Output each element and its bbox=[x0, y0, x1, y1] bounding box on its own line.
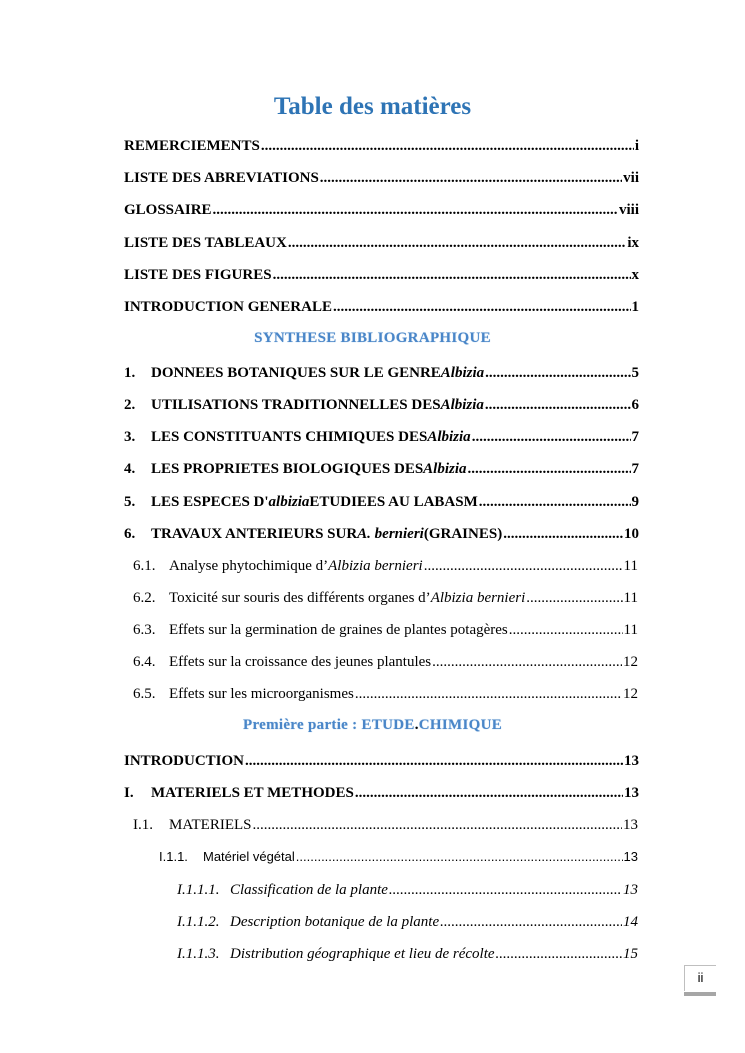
toc-entry-introduction-generale[interactable] bbox=[124, 298, 639, 316]
section-heading-synthese: SYNTHESE BIBLIOGRAPHIQUE bbox=[254, 330, 491, 346]
toc-number: 6.1. bbox=[133, 558, 156, 574]
toc-number: I.1.1.2. bbox=[177, 914, 220, 930]
toc-entry-i-1-1[interactable] bbox=[159, 848, 638, 866]
toc-number: I.1. bbox=[133, 817, 153, 833]
toc-entry-biblio-5[interactable] bbox=[124, 493, 639, 511]
toc-page: x bbox=[631, 267, 639, 283]
page-number: ii bbox=[684, 965, 716, 991]
toc-page: 1 bbox=[631, 299, 639, 315]
toc-leader bbox=[389, 881, 622, 899]
toc-number: 6.2. bbox=[133, 590, 156, 606]
toc-page: 12 bbox=[623, 654, 638, 670]
toc-label: Toxicité sur souris des différents organes d’ bbox=[169, 590, 431, 606]
toc-page: 13 bbox=[623, 817, 638, 833]
toc-number: I.1.1.3. bbox=[177, 946, 220, 962]
toc-label: LES CONSTITUANTS CHIMIQUES DES bbox=[151, 429, 428, 445]
toc-label: LES PROPRIETES BIOLOGIQUES DES bbox=[151, 461, 424, 477]
toc-leader bbox=[440, 913, 622, 931]
toc-leader bbox=[509, 621, 623, 639]
toc-entry-6-4[interactable] bbox=[133, 653, 638, 671]
toc-page: viii bbox=[618, 202, 639, 218]
toc-number: 6.5. bbox=[133, 686, 156, 702]
toc-leader bbox=[288, 234, 626, 252]
toc-entry-6-1[interactable] bbox=[133, 557, 638, 575]
page-number-underline bbox=[684, 992, 716, 996]
toc-page: 14 bbox=[623, 914, 638, 930]
toc-label: Description botanique de la plante bbox=[230, 914, 440, 930]
toc-leader bbox=[296, 848, 623, 866]
toc-label: Analyse phytochimique d’ bbox=[169, 558, 329, 574]
toc-page: 7 bbox=[631, 461, 639, 477]
toc-label-italic: A. bernieri bbox=[357, 526, 424, 542]
toc-leader bbox=[355, 784, 623, 802]
toc-page: ix bbox=[627, 235, 639, 251]
toc-page: 11 bbox=[623, 558, 638, 574]
toc-entry-biblio-1[interactable] bbox=[124, 364, 639, 382]
toc-entry-i-1[interactable] bbox=[133, 816, 638, 834]
toc-number: 3. bbox=[124, 429, 136, 445]
toc-label-after: ETUDIEES AU LABASM bbox=[309, 494, 478, 510]
toc-label: LES ESPECES D' bbox=[151, 494, 269, 510]
toc-leader bbox=[355, 685, 622, 703]
toc-leader bbox=[424, 557, 623, 575]
toc-entry-i-1-1-3[interactable] bbox=[177, 945, 638, 963]
toc-entry-6-5[interactable] bbox=[133, 685, 638, 703]
toc-entry-biblio-4[interactable] bbox=[124, 460, 639, 478]
toc-label: UTILISATIONS TRADITIONNELLES DES bbox=[151, 397, 441, 413]
toc-label: MATERIELS ET METHODES bbox=[151, 785, 354, 801]
toc-page: 10 bbox=[624, 526, 639, 542]
toc-number: 4. bbox=[124, 461, 136, 477]
toc-label: Classification de la plante bbox=[230, 882, 388, 898]
toc-label-italic: Albizia bernieri bbox=[328, 558, 423, 574]
toc-leader bbox=[432, 653, 622, 671]
toc-entry-figures[interactable] bbox=[124, 266, 639, 284]
toc-number: I.1.1. bbox=[159, 849, 188, 864]
toc-entry-abreviations[interactable] bbox=[124, 169, 639, 187]
toc-page: vii bbox=[623, 170, 639, 186]
section-heading-dot: . bbox=[414, 717, 419, 733]
toc-page: 13 bbox=[624, 753, 639, 769]
toc-page: 13 bbox=[623, 849, 638, 864]
toc-leader bbox=[503, 525, 623, 543]
toc-entry-introduction[interactable] bbox=[124, 752, 639, 770]
toc-leader bbox=[320, 169, 622, 187]
toc-page: 11 bbox=[623, 590, 638, 606]
toc-label: MATERIELS bbox=[169, 817, 252, 833]
toc-label-italic: Albizia bbox=[440, 397, 484, 413]
toc-leader bbox=[479, 493, 631, 511]
toc-label: REMERCIEMENTS bbox=[124, 138, 260, 154]
toc-label-italic: Albizia bernieri bbox=[430, 590, 526, 606]
toc-leader bbox=[485, 364, 630, 382]
toc-page: 15 bbox=[623, 946, 638, 962]
toc-leader bbox=[261, 137, 634, 155]
toc-number: 2. bbox=[124, 397, 136, 413]
toc-leader bbox=[485, 396, 631, 414]
toc-entry-6-2[interactable] bbox=[133, 589, 638, 607]
toc-label: Matériel végétal bbox=[203, 849, 295, 864]
toc-number: 6.4. bbox=[133, 654, 156, 670]
toc-entry-i-1-1-2[interactable] bbox=[177, 913, 638, 931]
section-heading-part-b: CHIMIQUE bbox=[418, 717, 503, 733]
toc-leader bbox=[245, 752, 623, 770]
toc-label-italic: Albizia bbox=[440, 365, 485, 381]
toc-entry-biblio-2[interactable] bbox=[124, 396, 639, 414]
toc-page: 5 bbox=[631, 365, 639, 381]
toc-leader bbox=[333, 298, 631, 316]
toc-leader bbox=[273, 266, 631, 284]
toc-page: 7 bbox=[631, 429, 639, 445]
toc-page: 6 bbox=[631, 397, 639, 413]
toc-entry-remerciements[interactable] bbox=[124, 137, 639, 155]
toc-page: 11 bbox=[623, 622, 638, 638]
toc-number: 6.3. bbox=[133, 622, 156, 638]
toc-leader bbox=[213, 201, 618, 219]
toc-entry-tableaux[interactable] bbox=[124, 234, 639, 252]
toc-page: 13 bbox=[623, 882, 638, 898]
toc-leader bbox=[472, 428, 631, 446]
toc-label: LISTE DES FIGURES bbox=[124, 267, 272, 283]
toc-label: GLOSSAIRE bbox=[124, 202, 212, 218]
toc-number: I.1.1.1. bbox=[177, 882, 220, 898]
toc-label: INTRODUCTION GENERALE bbox=[124, 299, 332, 315]
section-heading-part-a: Première partie : ETUDE bbox=[242, 717, 415, 733]
toc-label: LISTE DES TABLEAUX bbox=[124, 235, 287, 251]
toc-leader bbox=[496, 945, 622, 963]
toc-entry-6-3[interactable] bbox=[133, 621, 638, 639]
toc-entry-i-1-1-1[interactable] bbox=[177, 881, 638, 899]
toc-label: INTRODUCTION bbox=[124, 753, 245, 769]
toc-label: TRAVAUX ANTERIEURS SUR bbox=[151, 526, 358, 542]
toc-number: 1. bbox=[124, 365, 136, 381]
toc-page: i bbox=[634, 138, 639, 154]
toc-label-italic: albizia bbox=[268, 494, 310, 510]
toc-label-after: (GRAINES) bbox=[423, 526, 503, 542]
toc-leader bbox=[253, 816, 623, 834]
toc-leader bbox=[526, 589, 622, 607]
toc-label: Effets sur les microorganismes bbox=[169, 686, 354, 702]
toc-page: 9 bbox=[631, 494, 639, 510]
toc-label-italic: Albizia bbox=[423, 461, 467, 477]
toc-label-italic: Albizia bbox=[427, 429, 471, 445]
toc-leader bbox=[468, 460, 631, 478]
toc-page: 13 bbox=[624, 785, 639, 801]
toc-label: Effets sur la germination de graines de plantes potagères bbox=[169, 622, 508, 638]
toc-entry-materiels-methodes[interactable] bbox=[124, 784, 639, 802]
toc-entry-biblio-6[interactable] bbox=[124, 525, 639, 543]
toc-label: DONNEES BOTANIQUES SUR LE GENRE bbox=[151, 365, 441, 381]
toc-number: 5. bbox=[124, 494, 136, 510]
toc-number: 6. bbox=[124, 526, 136, 542]
toc-page: 12 bbox=[623, 686, 638, 702]
toc-label: LISTE DES ABREVIATIONS bbox=[124, 170, 319, 186]
section-heading-premiere-partie bbox=[0, 717, 745, 734]
toc-label: Effets sur la croissance des jeunes plantules bbox=[169, 654, 432, 670]
toc-number: I. bbox=[124, 785, 134, 801]
toc-entry-glossaire[interactable] bbox=[124, 201, 639, 219]
toc-entry-biblio-3[interactable] bbox=[124, 428, 639, 446]
page-title: Table des matières bbox=[273, 93, 472, 120]
toc-label: Distribution géographique et lieu de récolte bbox=[230, 946, 495, 962]
